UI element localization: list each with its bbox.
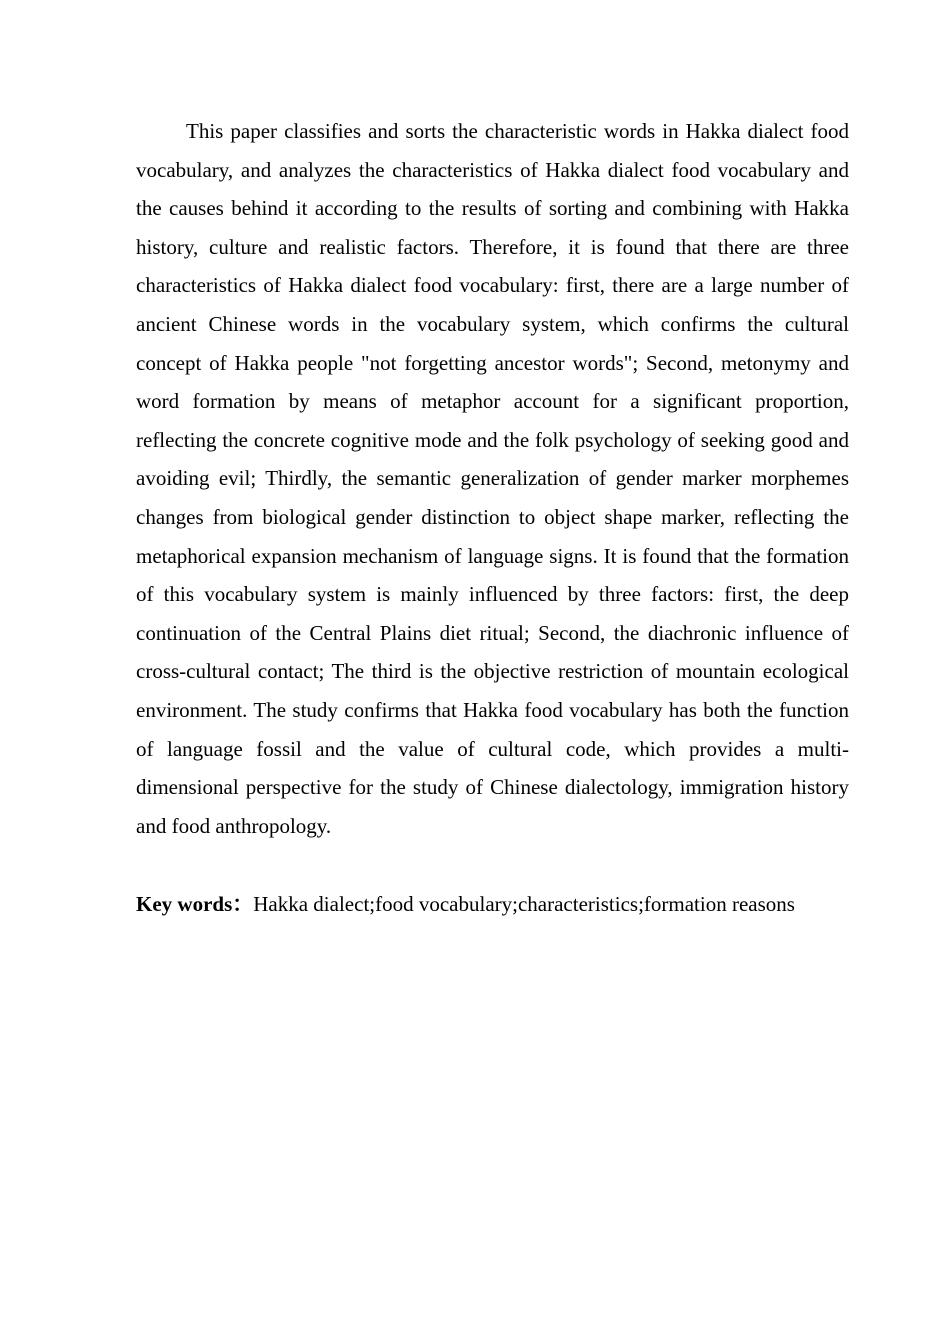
keywords-line (136, 885, 849, 923)
abstract-paragraph: This paper classifies and sorts the characteristic words in Hakka dialect food vocabulary, and analyzes the characteristics of Hakka dialect food vocabulary and the causes behind it according to the results of sorting and combining with Hakka history, culture and realistic factors. Therefore, it is found that there are three characteristics of Hakka dialect food vocabulary: first, there are a large number of ancient Chinese words in the vocabulary system, which confirms the cultural concept of Hakka people "not forgetting ancestor words"; Second, metonymy and word formation by means of metaphor account for a significant proportion, reflecting the concrete cognitive mode and the folk psychology of seeking good and avoiding evil; Thirdly, the semantic generalization of gender marker morphemes changes from biological gender distinction to object shape marker, reflecting the metaphorical expansion mechanism of language signs. It is found that the formation of this vocabulary system is mainly influenced by three factors: first, the deep continuation of the Central Plains diet ritual; Second, the diachronic influence of cross-cultural contact; The third is the objective restriction of mountain ecological environment. The study confirms that Hakka food vocabulary has both the function of language fossil and the value of cultural code, which provides a multi-dimensional perspective for the study of Chinese dialectology, immigration history and food anthropology. (136, 119, 849, 838)
keywords-value: Hakka dialect;food vocabulary;characteristics;formation reasons (253, 892, 795, 917)
keywords-label: Key words： (136, 892, 254, 917)
document-page (136, 112, 849, 923)
